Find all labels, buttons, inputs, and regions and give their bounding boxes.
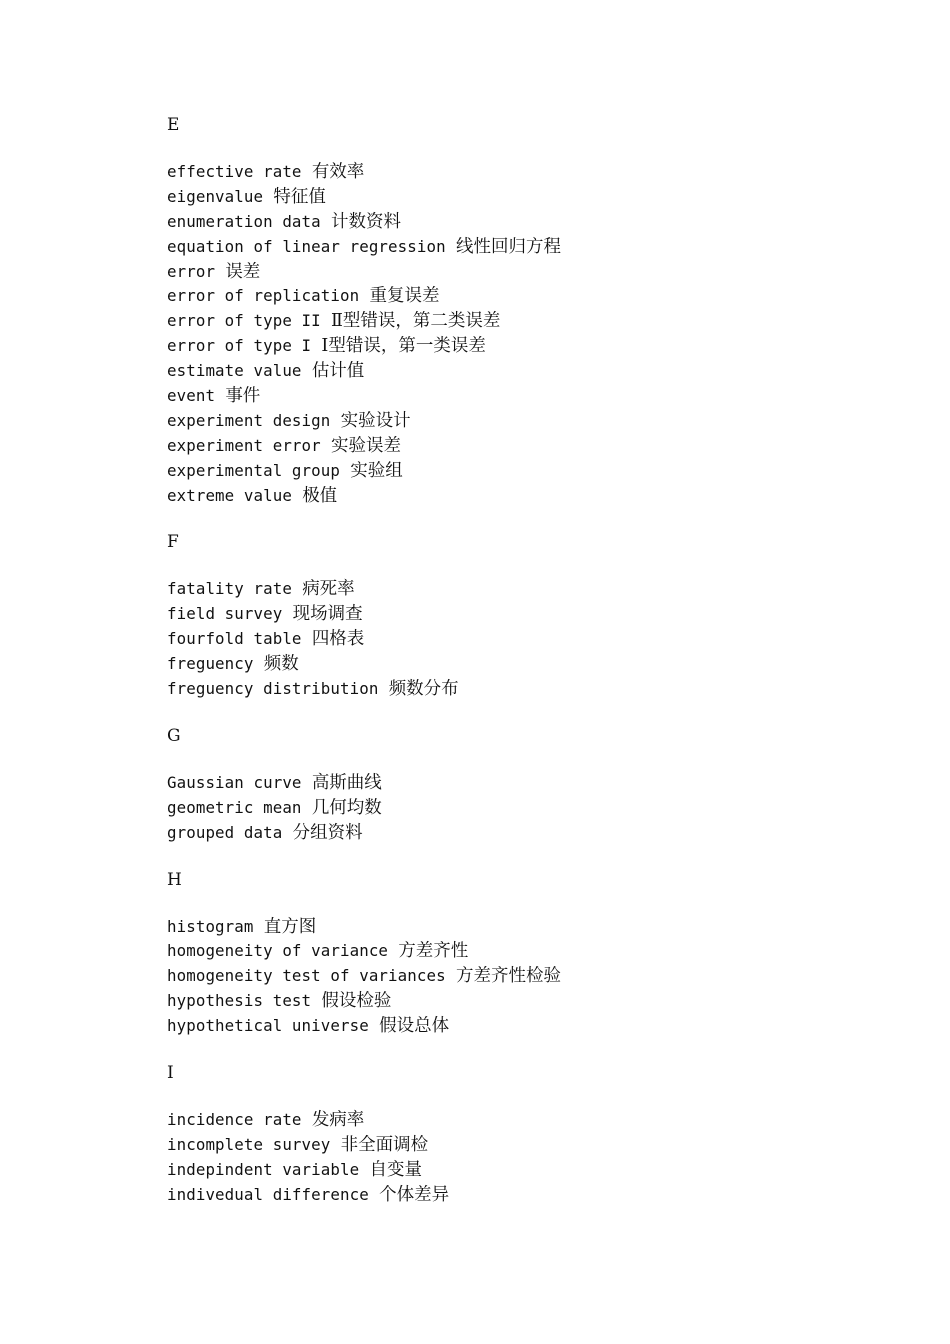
entry-term: experiment error <box>167 435 321 455</box>
entry-term: fourfold table <box>167 629 302 649</box>
entry-translation: 非全面调检 <box>340 1134 429 1155</box>
entry-term: enumeration data <box>167 211 321 231</box>
entry-term: equation of linear regression <box>167 236 446 256</box>
entry-term: error of type II <box>167 311 321 331</box>
entry-term: event <box>167 386 216 406</box>
entry-translation: 几何均数 <box>311 797 382 818</box>
entry-translation: 个体差异 <box>379 1184 450 1205</box>
glossary-entry <box>167 1158 867 1183</box>
glossary-entry <box>167 1133 867 1158</box>
glossary-entry <box>167 677 867 702</box>
entry-term: fatality rate <box>167 579 292 599</box>
section-spacer <box>167 749 867 771</box>
section-letter-heading: E <box>167 115 180 135</box>
entry-term: experiment design <box>167 410 331 430</box>
entry-term: geometric mean <box>167 797 302 817</box>
glossary-entry <box>167 484 867 509</box>
section-spacer <box>167 555 867 577</box>
glossary-entry <box>167 334 867 359</box>
section-spacer <box>167 138 867 160</box>
glossary-entry <box>167 409 867 434</box>
entry-term: field survey <box>167 604 283 624</box>
entry-translation: 频数 <box>263 654 299 675</box>
entry-term: freguency <box>167 654 254 674</box>
glossary-page <box>167 113 867 1208</box>
entry-term: indepindent variable <box>167 1159 360 1179</box>
glossary-entry <box>167 359 867 384</box>
section-letter-heading: G <box>167 725 181 746</box>
entry-term: error <box>167 261 216 281</box>
section-spacer <box>167 893 867 915</box>
glossary-entry <box>167 821 867 846</box>
glossary-entry <box>167 235 867 260</box>
entry-translation: 极值 <box>302 485 338 506</box>
glossary-entry <box>167 160 867 185</box>
glossary-entry <box>167 602 867 627</box>
entry-term: incomplete survey <box>167 1134 331 1154</box>
glossary-entry <box>167 384 867 409</box>
entry-translation: 实验误差 <box>331 435 402 456</box>
entry-translation: 现场调查 <box>292 604 363 625</box>
glossary-entry <box>167 989 867 1014</box>
entry-translation: 线性回归方程 <box>455 236 561 257</box>
entry-translation: 病死率 <box>302 579 355 600</box>
entry-translation: 发病率 <box>311 1110 365 1131</box>
entry-term: grouped data <box>167 822 283 842</box>
entry-term: error of replication <box>167 286 360 306</box>
glossary-section-i <box>167 1061 867 1208</box>
entry-translation: 有效率 <box>311 162 365 182</box>
entry-translation: 特征值 <box>273 186 326 207</box>
glossary-section-h <box>167 868 867 1039</box>
entry-translation: 重复误差 <box>369 286 440 307</box>
glossary-entry <box>167 284 867 309</box>
entry-term: histogram <box>167 916 254 936</box>
glossary-entry <box>167 434 867 459</box>
entry-term: Gaussian curve <box>167 772 302 792</box>
entry-translation: 假设总体 <box>379 1016 450 1037</box>
entry-translation: 直方图 <box>263 916 317 937</box>
entry-term: experimental group <box>167 460 340 480</box>
entry-term: error of type I <box>167 336 312 356</box>
entry-translation: 四格表 <box>311 629 365 650</box>
entry-translation: Ⅰ型错误，第一类误差 <box>321 336 486 357</box>
entry-translation: 估计值 <box>311 361 365 382</box>
entry-term: indivedual difference <box>167 1184 369 1204</box>
entry-translation: 计数资料 <box>331 211 402 232</box>
entry-term: hypothesis test <box>167 991 312 1011</box>
glossary-section-f <box>167 530 867 701</box>
entry-term: effective rate <box>167 162 302 181</box>
entry-translation: 误差 <box>225 261 261 282</box>
glossary-section-g <box>167 724 867 846</box>
glossary-entry <box>167 1108 867 1133</box>
glossary-entry <box>167 577 867 602</box>
glossary-entry <box>167 185 867 210</box>
entry-translation: 假设检验 <box>321 991 392 1012</box>
glossary-entry <box>167 309 867 334</box>
entry-term: eigenvalue <box>167 186 264 206</box>
entry-term: estimate value <box>167 361 302 381</box>
glossary-entry <box>167 1183 867 1208</box>
entry-translation: 分组资料 <box>292 822 363 843</box>
glossary-entry <box>167 771 867 796</box>
section-letter-heading: F <box>167 532 179 553</box>
entry-term: incidence rate <box>167 1110 302 1130</box>
glossary-entry <box>167 260 867 285</box>
glossary-section-e <box>167 113 867 508</box>
entry-translation: Ⅱ型错误，第二类误差 <box>331 311 501 332</box>
section-letter-heading: I <box>167 1063 174 1084</box>
glossary-entry <box>167 1014 867 1039</box>
entry-translation: 高斯曲线 <box>311 772 382 793</box>
entry-translation: 实验组 <box>350 460 403 481</box>
entry-translation: 实验设计 <box>340 410 411 431</box>
glossary-entry <box>167 915 867 940</box>
glossary-entry <box>167 652 867 677</box>
glossary-entry <box>167 939 867 964</box>
entry-translation: 自变量 <box>369 1159 422 1180</box>
section-letter-heading: H <box>167 869 182 890</box>
glossary-entry <box>167 964 867 989</box>
entry-translation: 方差齐性 <box>398 941 469 962</box>
entry-translation: 频数分布 <box>388 679 459 700</box>
entry-term: extreme value <box>167 485 292 505</box>
entry-term: homogeneity of variance <box>167 941 389 961</box>
entry-term: freguency distribution <box>167 679 379 699</box>
glossary-entry <box>167 459 867 484</box>
entry-translation: 方差齐性检验 <box>455 966 561 987</box>
glossary-entry <box>167 796 867 821</box>
glossary-entry <box>167 210 867 235</box>
section-spacer <box>167 1086 867 1108</box>
entry-translation: 事件 <box>225 386 261 407</box>
glossary-entry <box>167 627 867 652</box>
entry-term: homogeneity test of variances <box>167 966 446 986</box>
entry-term: hypothetical universe <box>167 1016 369 1036</box>
